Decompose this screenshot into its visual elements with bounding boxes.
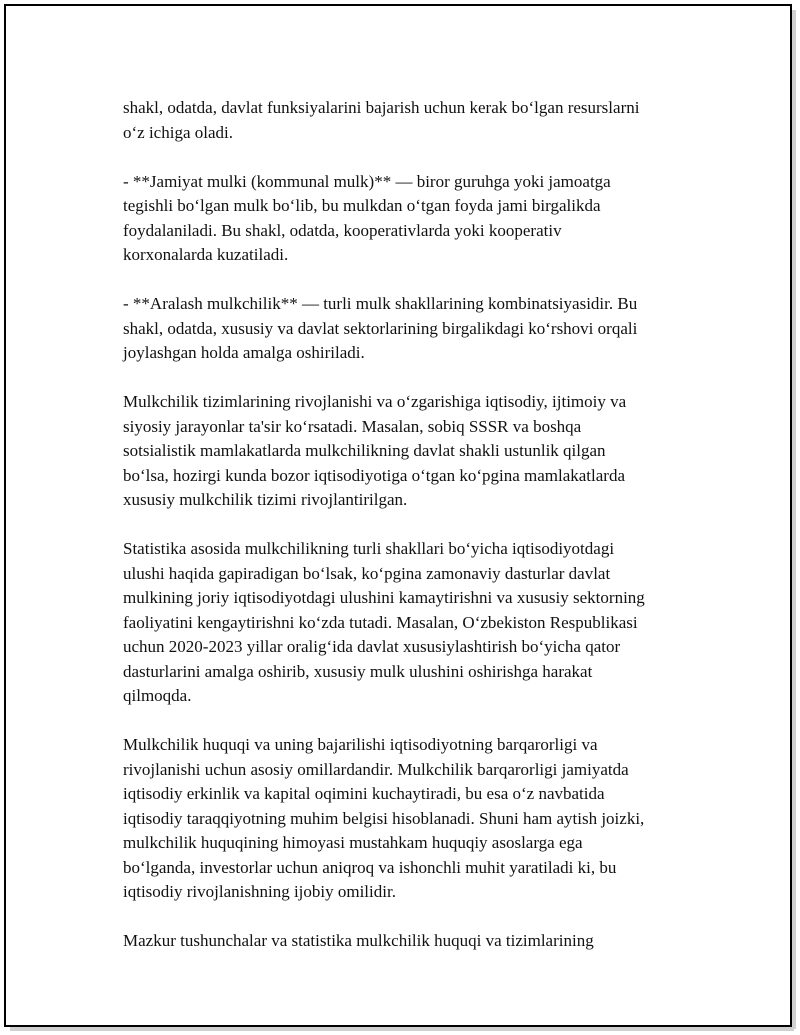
text-line: iqtisodiy erkinlik va kapital oqimini kuchaytiradi, bu esa o‘z navbatida	[123, 784, 605, 803]
document-body	[123, 96, 703, 978]
text-line: bo‘lganda, investorlar uchun aniqroq va ishonchli muhit yaratiladi ki, bu	[123, 857, 617, 877]
text-line: dasturlarini amalga oshirib, xususiy mulk ulushini oshirishga harakat	[123, 661, 593, 681]
text-line: mulkchilik huquqining himoyasi mustahkam huquqiy asoslarga ega	[123, 833, 583, 852]
text-line: bo‘lsa, hozirgi kunda bozor iqtisodiyotiga o‘tgan ko‘pgina mamlakatlarda	[123, 465, 626, 485]
paragraph-state-property-end	[123, 96, 703, 145]
text-line: Mulkchilik huquqi va uning bajarilishi iqtisodiyotning barqarorligi va	[123, 735, 598, 754]
text-line: ulushi haqida gapiradigan bo‘lsak, ko‘pgina zamonaviy dasturlar davlat	[123, 563, 611, 583]
text-line: iqtisodiy rivojlanishning ijobiy omilidir.	[123, 882, 396, 901]
text-line: - **Jamiyat mulki (kommunal mulk)** — biror guruhga yoki jamoatga	[123, 171, 611, 191]
text-line: rivojlanishi uchun asosiy omillardandir. Mulkchilik barqarorligi jamiyatda	[123, 759, 629, 779]
paragraph-conclusion-start	[123, 929, 703, 954]
text-line: mulkining joriy iqtisodiyotdagi ulushini kamaytirishni va xususiy sektorning	[123, 588, 645, 607]
text-line: korxonalarda kuzatiladi.	[123, 245, 289, 264]
text-line: uchun 2020-2023 yillar oralig‘ida davlat xususiylashtirish bo‘yicha qator	[123, 637, 621, 656]
text-line: sotsialistik mamlakatlarda mulkchilikning davlat shakli ustunlik qilgan	[123, 441, 606, 460]
text-line: xususiy mulkchilik tizimi rivojlantirilgan.	[123, 490, 408, 509]
paragraph-ownership-rights	[123, 733, 703, 905]
text-line: iqtisodiy taraqqiyotning muhim belgisi hisoblanadi. Shuni ham aytish joizki,	[123, 808, 645, 828]
text-line: shakl, odatda, davlat funksiyalarini bajarish uchun kerak bo‘lgan resurslarni	[123, 98, 640, 117]
text-line: siyosiy jarayonlar ta'sir ko‘rsatadi. Masalan, sobiq SSSR va boshqa	[123, 416, 582, 436]
text-line: qilmoqda.	[123, 686, 192, 705]
text-line: tegishli bo‘lgan mulk bo‘lib, bu mulkdan o‘tgan foyda jami birgalikda	[123, 196, 601, 215]
text-line: Statistika asosida mulkchilikning turli shakllari bo‘yicha iqtisodiyotdagi	[123, 539, 615, 558]
paragraph-statistics	[123, 537, 703, 709]
text-line: Mulkchilik tizimlarining rivojlanishi va o‘zgarishiga iqtisodiy, ijtimoiy va	[123, 392, 627, 411]
text-line: o‘z ichiga oladi.	[123, 122, 233, 142]
text-line: foydalaniladi. Bu shakl, odatda, kooperativlarda yoki kooperativ	[123, 220, 562, 240]
text-line: joylashgan holda amalga oshiriladi.	[123, 343, 365, 362]
text-line: Mazkur tushunchalar va statistika mulkchilik huquqi va tizimlarining	[123, 931, 594, 950]
text-line: shakl, odatda, xususiy va davlat sektorlarining birgalikdagi ko‘rshovi orqali	[123, 318, 638, 338]
paragraph-mixed-ownership	[123, 292, 703, 366]
text-line: - **Aralash mulkchilik** — turli mulk shakllarining kombinatsiyasidir. Bu	[123, 294, 638, 313]
paragraph-community-property	[123, 170, 703, 268]
text-line: faoliyatini kengaytirishni ko‘zda tutadi. Masalan, O‘zbekiston Respublikasi	[123, 612, 638, 632]
document-page	[4, 4, 792, 1027]
paragraph-ownership-development	[123, 390, 703, 513]
